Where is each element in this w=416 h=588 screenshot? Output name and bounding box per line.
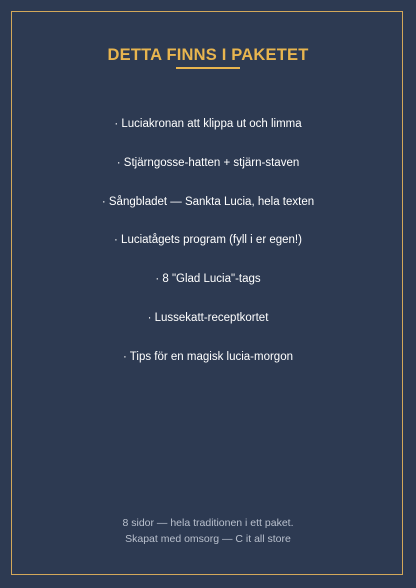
list-item: · Tips för en magisk lucia-morgon (122, 350, 293, 363)
footer-line-credit: Skapat med omsorg — C it all store (125, 533, 291, 545)
list-item: · Luciakronan att klippa ut och limma (114, 118, 302, 130)
list-item: · 8 "Glad Lucia"-tags (155, 273, 261, 286)
footer (0, 515, 416, 547)
title-underline (176, 67, 240, 69)
list-item: · Stjärngosse-hatten + stjärn-staven (116, 156, 300, 169)
contents-list (0, 116, 416, 388)
list-item: · Lussekatt-receptkortet (147, 311, 269, 324)
list-item: · Sångbladet — Sankta Lucia, hela texten (101, 195, 315, 208)
list-item: · Luciatågets program (fyll i er egen!) (114, 234, 302, 247)
page-title: DETTA FINNS I PAKETET (107, 46, 309, 64)
footer-line-pages: 8 sidor — hela traditionen i ett paket. (122, 517, 294, 529)
